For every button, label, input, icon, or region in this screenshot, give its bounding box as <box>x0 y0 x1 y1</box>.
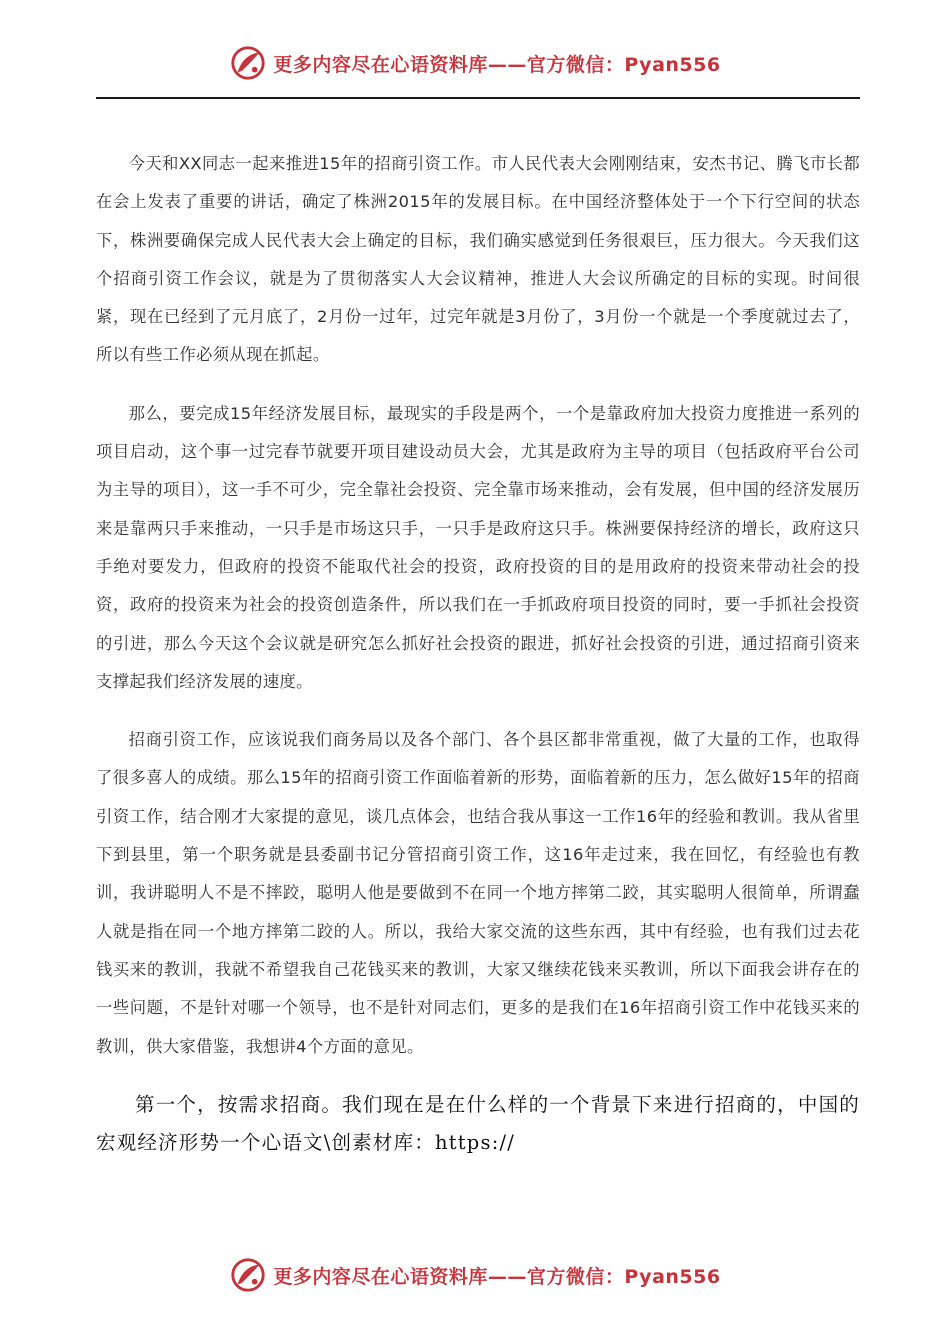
brand-logo-icon <box>229 1256 267 1294</box>
header-banner-text: 更多内容尽在心语资料库——官方微信：Pyan556 <box>273 53 721 76</box>
brand-logo-icon <box>229 44 267 82</box>
paragraph-1: 今天和XX同志一起来推进15年的招商引资工作。市人民代表大会刚刚结束，安杰书记、腾飞市长都在会上发表了重要的讲话，确定了株洲2015年的发展目标。在中国经济整体处于一个下行空间的状态下，株洲要确保完成人民代表大会上确定的目标，我们确实感觉到任务很艰巨，压力很大。今天我们这个招商引资工作会议，就是为了贯彻落实人大会议精神，推进人大会议所确定的目标的实现。时间很紧，现在已经到了元月底了，2月份一过年，过完年就是3月份了，3月份一个就是一个季度就过去了，所以有些工作必须从现在抓起。 <box>96 154 860 365</box>
paragraph-3: 招商引资工作，应该说我们商务局以及各个部门、各个县区都非常重视，做了大量的工作，也取得了很多喜人的成绩。那么15年的招商引资工作面临着新的形势，面临着新的压力，怎么做好15年的招商引资工作，结合刚才大家提的意见，谈几点体会，也结合我从事这一工作16年的经验和教训。我从省里下到县里，第一个职务就是县委副书记分管招商引资工作，这16年走过来，我在回忆，有经验也有教训，我讲聪明人不是不摔跤，聪明人他是要做到不在同一个地方摔第二跤，其实聪明人很简单，所谓蠢人就是指在同一个地方摔第二跤的人。所以，我给大家交流的这些东西，其中有经验，也有我们过去花钱买来的教训，我就不希望我自己花钱买来的教训，大家又继续花钱来买教训，所以下面我会讲存在的一些问题，不是针对哪一个领导，也不是针对同志们，更多的是我们在16年招商引资工作中花钱买来的教训，供大家借鉴，我想讲4个方面的意见。 <box>96 730 860 1056</box>
header-banner <box>0 41 950 85</box>
document-body <box>96 145 860 1182</box>
footer-banner <box>0 1253 950 1297</box>
footer-banner-text: 更多内容尽在心语资料库——官方微信：Pyan556 <box>273 1265 721 1288</box>
paragraph-4: 第一个，按需求招商。我们现在是在什么样的一个背景下来进行招商的，中国的宏观经济形势一个心语文\创素材库：https:// <box>96 1092 860 1154</box>
header-divider <box>96 97 860 99</box>
paragraph-2: 那么，要完成15年经济发展目标，最现实的手段是两个，一个是靠政府加大投资力度推进一系列的项目启动，这个事一过完春节就要开项目建设动员大会，尤其是政府为主导的项目（包括政府平台公司为主导的项目），这一手不可少，完全靠社会投资、完全靠市场来推动，会有发展，但中国的经济发展历来是靠两只手来推动，一只手是市场这只手，一只手是政府这只手。株洲要保持经济的增长，政府这只手绝对要发力，但政府的投资不能取代社会的投资，政府投资的目的是用政府的投资来带动社会的投资，政府的投资来为社会的投资创造条件，所以我们在一手抓政府项目投资的同时，要一手抓社会投资的引进，那么今天这个会议就是研究怎么抓好社会投资的跟进，抓好社会投资的引进，通过招商引资来支撑起我们经济发展的速度。 <box>96 403 860 691</box>
